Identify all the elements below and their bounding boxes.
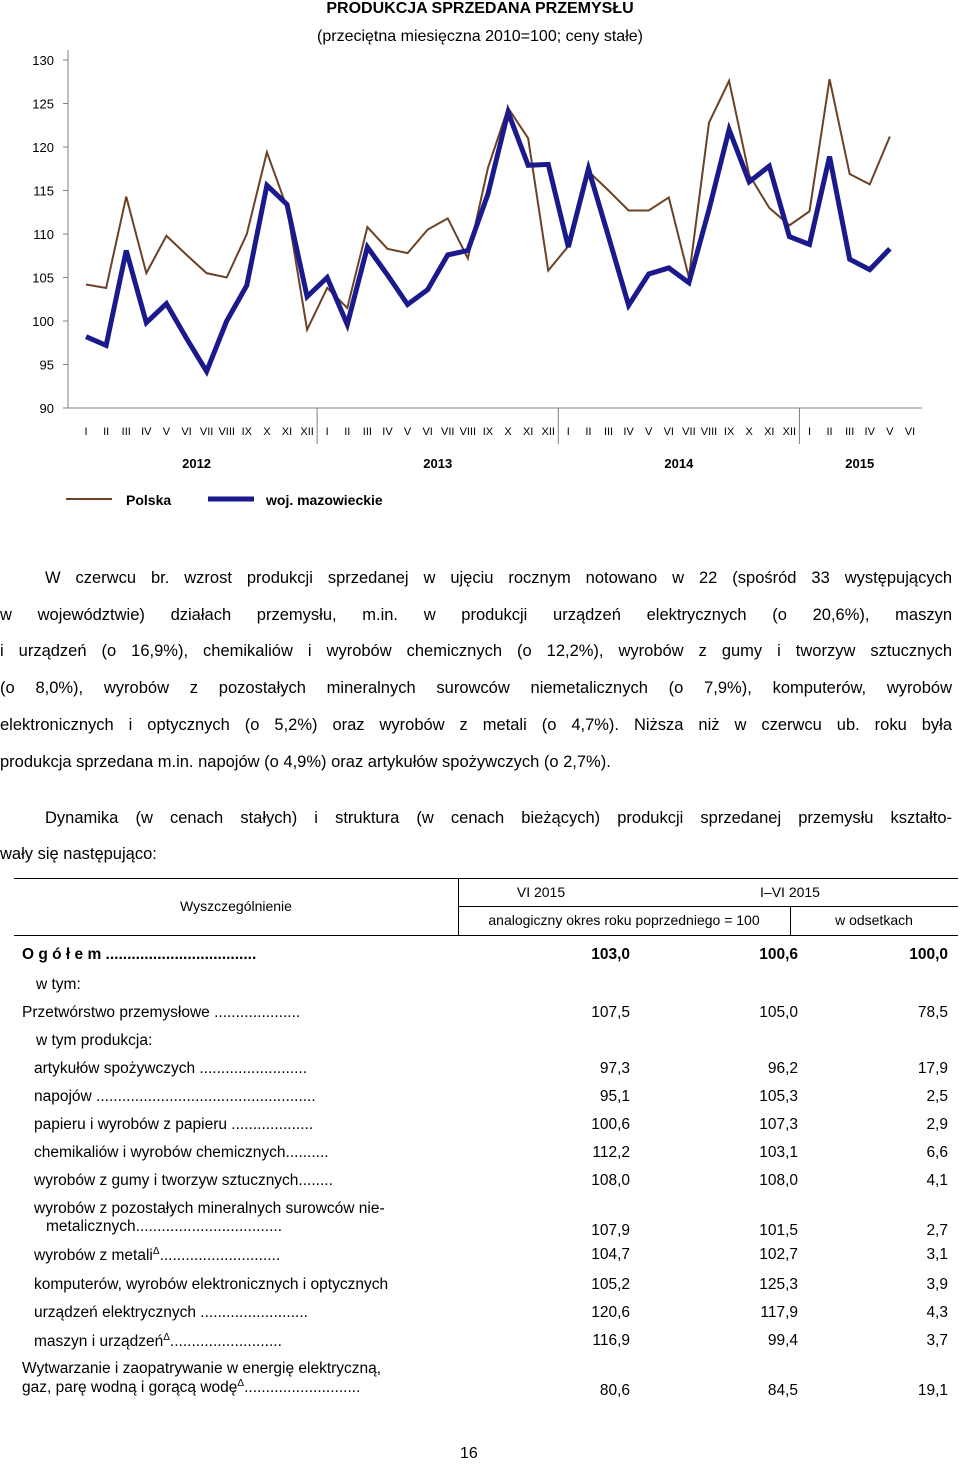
x-tick-label: II — [344, 426, 351, 438]
year-label: 2012 — [182, 456, 212, 471]
paragraph-production — [0, 560, 952, 780]
cell-v3: 100,0 — [909, 946, 948, 963]
cell-v1: 107,9 — [591, 1222, 630, 1239]
x-tick-label: V — [403, 426, 412, 438]
x-tick-label: I — [807, 426, 812, 438]
x-tick-label: XII — [782, 426, 797, 438]
cell-v3: 78,5 — [917, 1004, 948, 1021]
row-label — [34, 1332, 282, 1351]
x-tick-label: V — [886, 426, 894, 438]
y-tick-label: 95 — [39, 357, 54, 373]
table-header-col1: VI 2015 — [516, 884, 566, 900]
cell-v3: 2,9 — [926, 1116, 948, 1133]
paragraph-line: w województwie) działach przemysłu, m.in. w produkcji urządzeń elektrycznych (o 20,6%), maszyn — [0, 605, 952, 624]
paragraph-table-intro — [0, 800, 952, 872]
cell-v2: 99,4 — [767, 1332, 798, 1349]
series-line-mazowieckie — [86, 112, 890, 371]
cell-v3: 3,9 — [926, 1276, 948, 1293]
cell-v3: 19,1 — [917, 1382, 948, 1399]
row-label-text: chemikaliów i wyrobów chemicznych.......... — [34, 1144, 329, 1161]
y-tick-label: 110 — [33, 227, 54, 242]
row-label-text: O g ó ł e m ................................... — [22, 946, 257, 963]
cell-v1: 105,2 — [591, 1276, 630, 1293]
table-header-label: Wyszczególnienie — [180, 898, 292, 914]
x-tick-label: VI — [422, 426, 433, 438]
y-tick-label: 115 — [33, 183, 54, 199]
x-tick-label: VIII — [700, 426, 718, 438]
row-label — [34, 1304, 308, 1322]
cell-v3: 6,6 — [926, 1144, 948, 1161]
footnote-marker: Δ — [152, 1246, 160, 1257]
cell-v1: 97,3 — [599, 1060, 630, 1077]
row-label-text: w tym: — [36, 976, 81, 993]
x-tick-label: V — [645, 426, 653, 438]
row-label-text: metalicznych.................................. — [46, 1218, 283, 1235]
cell-v3: 17,9 — [917, 1060, 948, 1077]
cell-v2: 105,3 — [759, 1088, 798, 1105]
paragraph-line: (o 8,0%), wyrobów z pozostałych mineralnych surowców niemetalicznych (o 7,9%), komputerów, wyrobów — [0, 679, 952, 698]
row-label — [22, 946, 256, 964]
row-label-text: maszyn i urządzeń — [34, 1333, 164, 1351]
cell-v2: 100,6 — [759, 946, 798, 963]
year-label: 2015 — [845, 456, 875, 471]
cell-v2: 117,9 — [760, 1304, 798, 1321]
row-label — [34, 1172, 333, 1190]
table-header-sub3: w odsetkach — [835, 912, 913, 928]
x-tick-label: V — [162, 426, 171, 438]
paragraph-line: elektronicznych i optycznych (o 5,2%) oraz wyrobów z metali (o 4,7%). Niższa niż w czerwcu ub. roku była — [0, 715, 952, 734]
legend-label: Polska — [126, 492, 172, 508]
x-tick-label: IV — [623, 426, 634, 438]
x-tick-label: XI — [281, 426, 293, 438]
paragraph-line: produkcja sprzedana m.in. napojów (o 4,9%) oraz artykułów spożywczych (o 2,7%). — [0, 752, 611, 771]
cell-v3: 4,3 — [926, 1304, 948, 1321]
x-tick-label: IV — [864, 426, 875, 438]
cell-v3: 4,1 — [926, 1172, 948, 1189]
row-label-line2 — [34, 1218, 385, 1236]
cell-v2: 101,5 — [759, 1222, 798, 1239]
cell-v3: 2,5 — [926, 1088, 948, 1105]
paragraph-line: i urządzeń (o 16,9%), chemikaliów i wyrobów chemicznych (o 12,2%), wyrobów z gumy i tworzyw sztucznych — [0, 642, 952, 661]
x-tick-label: VIII — [218, 426, 235, 438]
cell-v1: 108,0 — [591, 1172, 630, 1189]
cell-v3: 3,7 — [926, 1332, 948, 1349]
row-label-text: Przetwórstwo przemysłowe .................... — [22, 1004, 301, 1021]
x-tick-label: VI — [904, 426, 916, 438]
y-tick-label: 90 — [39, 401, 54, 416]
cell-v1: 112,2 — [592, 1144, 630, 1161]
row-label-text: wyrobów z metali — [34, 1247, 153, 1265]
row-label-line2 — [22, 1378, 381, 1397]
cell-v2: 105,0 — [759, 1004, 798, 1021]
row-label-text: komputerów, wyrobów elektronicznych i optycznych — [34, 1276, 389, 1293]
x-tick-label: I — [325, 426, 329, 438]
x-tick-label: II — [826, 426, 833, 438]
x-tick-label: IX — [482, 426, 494, 438]
x-tick-label: II — [585, 426, 592, 438]
y-tick-label: 120 — [32, 140, 54, 155]
row-label — [36, 976, 81, 994]
row-label — [34, 1276, 388, 1294]
row-label-text: papieru i wyrobów z papieru ................... — [34, 1116, 314, 1133]
row-label-text: gaz, parę wodną i gorącą wodę — [22, 1379, 238, 1397]
y-tick-label: 105 — [32, 270, 54, 286]
paragraph-line: W czerwcu br. wzrost produkcji sprzedanej w ujęciu rocznym notowano w 22 (spośród 33 występujących — [45, 569, 952, 587]
row-label — [34, 1246, 280, 1265]
row-label-dots: ........................... — [244, 1379, 361, 1397]
table-header-bottom-border — [14, 935, 958, 936]
x-tick-label: VII — [441, 426, 455, 438]
cell-v1: 120,6 — [591, 1304, 630, 1321]
x-tick-label: III — [603, 426, 614, 438]
cell-v3: 3,1 — [926, 1246, 948, 1263]
x-tick-label: IV — [382, 426, 393, 438]
row-label-text: artykułów spożywczych ......................... — [34, 1060, 308, 1077]
x-tick-label: XI — [522, 426, 534, 438]
x-tick-label: IV — [141, 426, 152, 438]
x-tick-label: X — [504, 426, 512, 438]
row-label-text: wyrobów z gumy i tworzyw sztucznych........ — [34, 1172, 333, 1189]
paragraph-line: wały się następująco: — [0, 845, 157, 863]
line-chart — [0, 0, 960, 530]
x-tick-label: XI — [764, 426, 775, 438]
row-label — [34, 1200, 385, 1236]
chart-title: PRODUKCJA SPRZEDANA PRZEMYSŁU — [326, 0, 634, 17]
x-tick-label: I — [84, 426, 88, 438]
row-label-text: Wytwarzanie i zaopatrywanie w energię elektryczną, — [22, 1360, 382, 1377]
x-tick-label: X — [263, 426, 271, 438]
row-label — [22, 1360, 381, 1397]
x-tick-label: XII — [541, 426, 555, 438]
row-label — [34, 1144, 329, 1162]
row-label — [34, 1060, 307, 1078]
x-tick-label: II — [103, 426, 110, 438]
cell-v2: 102,7 — [759, 1246, 798, 1263]
x-tick-label: VI — [663, 426, 675, 438]
chart-subtitle: (przeciętna miesięczna 2010=100; ceny stałe) — [317, 28, 643, 45]
paragraph-line: Dynamika (w cenach stałych) i struktura (w cenach bieżących) produkcji sprzedanej przemysłu kształto- — [45, 809, 952, 827]
x-tick-label: III — [845, 426, 855, 438]
y-tick-label: 125 — [32, 96, 54, 112]
cell-v1: 103,0 — [591, 946, 630, 963]
x-tick-label: X — [745, 426, 753, 438]
page-number: 16 — [460, 1445, 478, 1462]
x-tick-label: VI — [181, 426, 192, 438]
y-tick-label: 100 — [32, 314, 54, 329]
x-tick-label: XII — [300, 426, 314, 438]
cell-v1: 104,7 — [591, 1246, 630, 1263]
x-tick-label: VII — [199, 426, 214, 438]
cell-v3: 2,7 — [926, 1222, 948, 1239]
footnote-marker: Δ — [163, 1332, 170, 1343]
row-label — [34, 1088, 316, 1106]
row-label-dots: ............................ — [159, 1247, 281, 1265]
cell-v2: 96,2 — [767, 1060, 798, 1077]
table-top-border — [14, 878, 958, 879]
cell-v2: 107,3 — [759, 1116, 798, 1133]
footnote-marker: Δ — [237, 1378, 245, 1389]
legend-label: woj. mazowieckie — [266, 492, 383, 508]
row-label-text: napojów ................................................... — [34, 1088, 316, 1105]
series-line-polska — [86, 79, 890, 330]
row-label — [22, 1004, 300, 1022]
cell-v1: 100,6 — [591, 1116, 630, 1133]
row-label — [36, 1032, 152, 1050]
x-tick-label: IX — [241, 426, 253, 438]
row-label — [34, 1116, 313, 1134]
table-subheader-border — [458, 906, 958, 907]
x-tick-label: VIII — [459, 426, 477, 438]
cell-v2: 84,5 — [767, 1382, 798, 1399]
x-tick-label: III — [121, 426, 131, 438]
cell-v1: 107,5 — [591, 1004, 630, 1021]
row-label-text: w tym produkcja: — [36, 1032, 153, 1049]
x-tick-label: VII — [682, 426, 696, 438]
table-header-sub12: analogiczny okres roku poprzedniego = 100 — [488, 912, 760, 928]
row-label-dots: .......................... — [169, 1333, 282, 1351]
row-label-text: urządzeń elektrycznych ......................... — [34, 1304, 308, 1321]
y-tick-label: 130 — [32, 53, 54, 68]
cell-v1: 95,1 — [599, 1088, 630, 1105]
cell-v1: 80,6 — [599, 1382, 630, 1399]
row-label-text: wyrobów z pozostałych mineralnych surowców nie- — [34, 1200, 385, 1217]
x-tick-label: III — [362, 426, 372, 438]
x-tick-label: IX — [723, 426, 735, 438]
cell-v2: 108,0 — [759, 1172, 798, 1189]
year-label: 2014 — [664, 456, 694, 471]
x-tick-label: I — [566, 426, 570, 438]
cell-v1: 116,9 — [592, 1332, 630, 1349]
table-header-col2: I–VI 2015 — [760, 884, 820, 900]
cell-v2: 103,1 — [759, 1144, 798, 1161]
year-label: 2013 — [423, 456, 453, 471]
cell-v2: 125,3 — [759, 1276, 798, 1293]
